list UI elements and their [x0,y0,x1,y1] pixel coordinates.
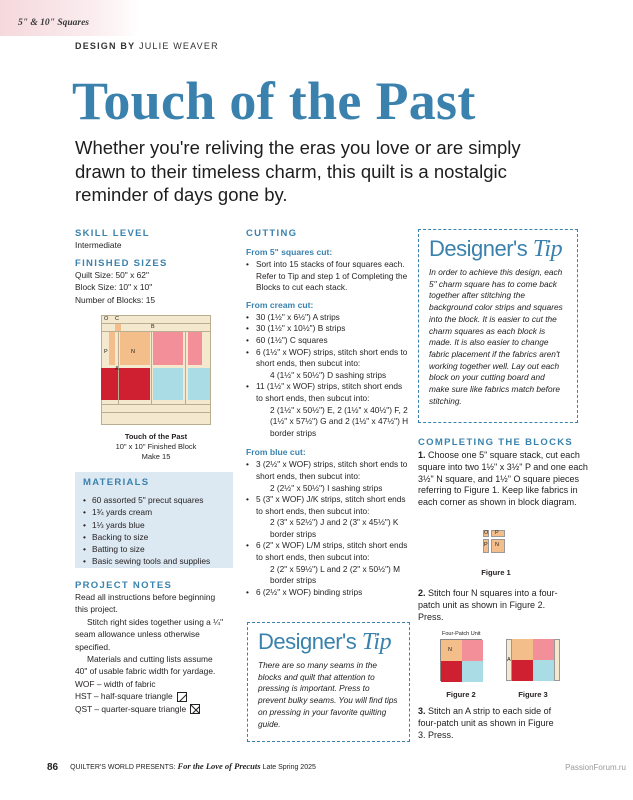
note-wof: WOF – width of fabric [75,678,156,689]
step-number: 1. [418,450,426,460]
orange-square-n [120,331,150,365]
patch-orange [512,639,533,660]
designers-tip-pressing [247,622,410,742]
note-qst-row [75,703,225,715]
list-item [246,323,411,335]
tip-heading-tip: Tip [361,629,392,655]
red-square-n [120,368,150,400]
block-caption [90,432,222,462]
size-line: Block Size: 10" x 10" [75,282,153,293]
patch-red [512,660,533,681]
byline-name: JULIE WEAVER [139,41,219,51]
list-item [246,459,411,494]
four-patch-label: Four-Patch Unit [442,631,481,637]
patch-blue [533,660,554,681]
pink-strip-p [188,331,202,365]
list-item: • Sort into 15 stacks of four squares each. Refer to Tip and step 1 of Completing the Blocks to cut each stack. [246,259,411,294]
cutting-section [246,228,411,598]
sizes-section [75,258,230,306]
note-paragraph: Materials and cutting lists assume 40" of usable fabric width for yardage. [75,654,216,677]
cutting-heading: CUTTING [246,228,298,239]
blue-strip [188,368,210,400]
list-item [246,335,411,347]
step-text: Choose one 5" square stack, cut each square into two 1½" x 3½" P and one each 3½" N square, and 1½" O square pieces referring to Figure 1. Keep like fabrics in each corner as shown in block diagram. [418,450,588,508]
fig1-label: N [495,542,499,548]
list-item: • 1⅓ yards blue [83,519,225,531]
project-notes [75,580,225,715]
seam-line [101,323,211,324]
skill-value: Intermediate [75,240,122,250]
blue-square-n [153,368,183,400]
cut-item-sub: 2 (3" x 52½") J and 2 (3" x 45½") K border strips [270,517,399,539]
block-caption-line: 10" x 10" Finished Block [115,442,197,451]
label-p: P [104,349,108,355]
section-tag [0,0,140,36]
step-1 [418,450,590,509]
cut-item-sub: 2 (2" x 59½") L and 2 (2" x 50½") M border strips [270,563,400,586]
cut-item-text: 30 (1½" x 10½") B strips [256,323,346,334]
project-notes-heading: PROJECT NOTES [75,580,173,591]
materials-heading: MATERIALS [83,477,150,488]
byline-prefix: DESIGN BY [75,41,136,51]
intro-text: Whether you're reliving the eras you love or are simply drawn to their timeless charm, this quilt is a nostalgic reminder of days gone by. [75,137,521,205]
seam-line [185,331,186,404]
list-item: • 60 assorted 5" precut squares [83,494,225,506]
list-item: • Basic sewing tools and supplies [83,555,225,567]
size-line: Number of Blocks: 15 [75,294,156,305]
label-a: A [115,366,119,372]
list-item: • Batting to size [83,543,225,555]
cut-item-text: 60 (1½") C squares [256,334,328,345]
skill-section [75,228,230,251]
cut-item-text: 5 (3" x WOF) J/K strips, stitch short ends to short ends, then subcut into: [256,494,406,516]
completing-heading: COMPLETING THE BLOCKS [418,437,574,448]
tip-heading-tip: Tip [532,236,563,262]
label-c: C [115,316,119,322]
qst-icon [190,704,200,714]
step-3 [418,706,558,741]
list-item [246,312,411,324]
label-b: B [151,324,155,330]
patch-pink [462,640,483,661]
cut-item-sub: 4 (1½" x 50½") D sashing strips [270,369,387,380]
step-number: 2. [418,588,426,598]
block-caption-title: Touch of the Past [124,432,188,441]
designers-tip-charm [418,229,578,423]
orange-strip-p [109,331,115,365]
list-item [246,494,411,540]
step-text: Stitch an A strip to each side of four-patch unit as shown in Figure 3. Press. [418,706,554,740]
cut-item-text: 6 (1½" x WOF) strips, stitch short ends to short ends, then subcut into: [256,346,408,369]
block-diagram [101,315,211,425]
list-item [246,587,411,599]
patch-pink [533,639,554,660]
step-text: Stitch four N squares into a four-patch unit as shown in Figure 2. Press. [418,588,558,622]
byline [75,41,219,51]
footer-issue: Late Spring 2025 [262,764,316,771]
section-tag-label: 5" & 10" Squares [18,18,89,28]
tip-text: There are so many seams in the blocks and quilt that attention to pressing is important. Press to prevent bulky seams. You will find tips on pressing in your favorite quilting guide. [258,660,398,729]
materials-box [75,472,233,568]
tip-heading [258,629,399,656]
cut-item-text: 6 (2" x WOF) L/M strips, stitch short ends to short ends, then subcut into: [256,540,408,563]
cut-item-text: 3 (2½" x WOF) strips, stitch short ends to short ends, then subcut into: [256,459,408,481]
page-title: Touch of the Past [72,71,476,131]
label-o: O [104,316,109,322]
cut-blue-list [246,459,411,598]
skill-heading: SKILL LEVEL [75,228,150,239]
figure-3-caption: Figure 3 [518,690,548,699]
list-item [246,540,411,586]
cut-blue-title: From blue cut: [246,447,306,458]
list-item [246,347,411,382]
patch-blue [462,661,483,682]
tip-text: In order to achieve this design, each 5" charm square has to come back together after stitching the background color strips and squares into the block. It is easier to cut the charm squares as each block is made. It is also easier to change fabric placement if the fabrics aren't working together well. Lay out each block on your cutting board and make sure like fabrics match before stitching. [429,267,563,406]
fig1-label: P [484,542,488,548]
cut-from5-title: From 5" squares cut: [246,247,333,257]
cut-item-text: 6 (2½" x WOF) binding strips [256,586,363,597]
fig3-label-a: A [507,657,511,663]
step-2 [418,588,558,623]
page-footer [47,761,316,773]
patch-red [441,661,462,682]
figure-1 [483,530,505,554]
note-paragraph: Read all instructions before beginning this project. [75,592,216,615]
pink-square-n [153,331,183,365]
cut-item-sub: 2 (1½" x 50½") E, 2 (1½" x 40½") F, 2 (1½" x 57½") G and 2 (1½" x 47½") H border strips [270,404,409,438]
figure-3 [506,639,560,681]
note-paragraph: Stitch right sides together using a ¼" seam allowance unless otherwise specified. [75,616,224,652]
figure-2-caption: Figure 2 [446,690,476,699]
orange-square-o [115,323,121,331]
tip-heading-word: Designer's [429,236,528,261]
page-number: 86 [47,761,59,773]
footer-publisher: QUILTER'S WORLD PRESENTS: [70,764,176,771]
tip-heading [429,236,567,263]
block-caption-line: Make 15 [141,452,171,461]
seam-line [101,412,211,413]
seam-line [101,404,211,405]
fig2-label-n: N [448,647,452,653]
list-item: • 1¾ yards cream [83,506,225,518]
tip-heading-word: Designer's [258,629,357,654]
list-item [246,381,411,439]
cut-cream-list [246,312,411,440]
fig1-label: O [484,530,489,536]
note-hst-row [75,690,225,702]
seam-line [151,331,152,404]
sizes-heading: FINISHED SIZES [75,258,168,269]
note-qst: QST – quarter-square triangle [75,703,187,714]
step-number: 3. [418,706,426,716]
list-item: • Backing to size [83,531,225,543]
note-hst: HST – half-square triangle [75,691,173,702]
watermark: PassionForum.ru [565,763,626,772]
cut-item-text: 30 (1½" x 6½") A strips [256,311,340,322]
label-n: N [131,349,135,355]
hst-icon [177,692,187,702]
materials-list [83,494,225,568]
figure-2 [440,639,482,681]
footer-title: For the Love of Precuts [177,761,261,771]
strip-a-right [554,639,560,681]
figure-1-caption: Figure 1 [481,568,511,577]
completing-section [418,437,590,509]
fig1-label: P [495,530,499,536]
cut-item-text: 11 (1½" x WOF) strips, stitch short ends to short ends, then subcut into: [256,381,403,403]
cut-cream-title: From cream cut: [246,299,314,310]
size-line: Quilt Size: 50" x 62" [75,270,149,280]
cut-from5-list [246,259,411,294]
cut-item-sub: 2 (2½" x 50½") I sashing strips [270,482,383,493]
